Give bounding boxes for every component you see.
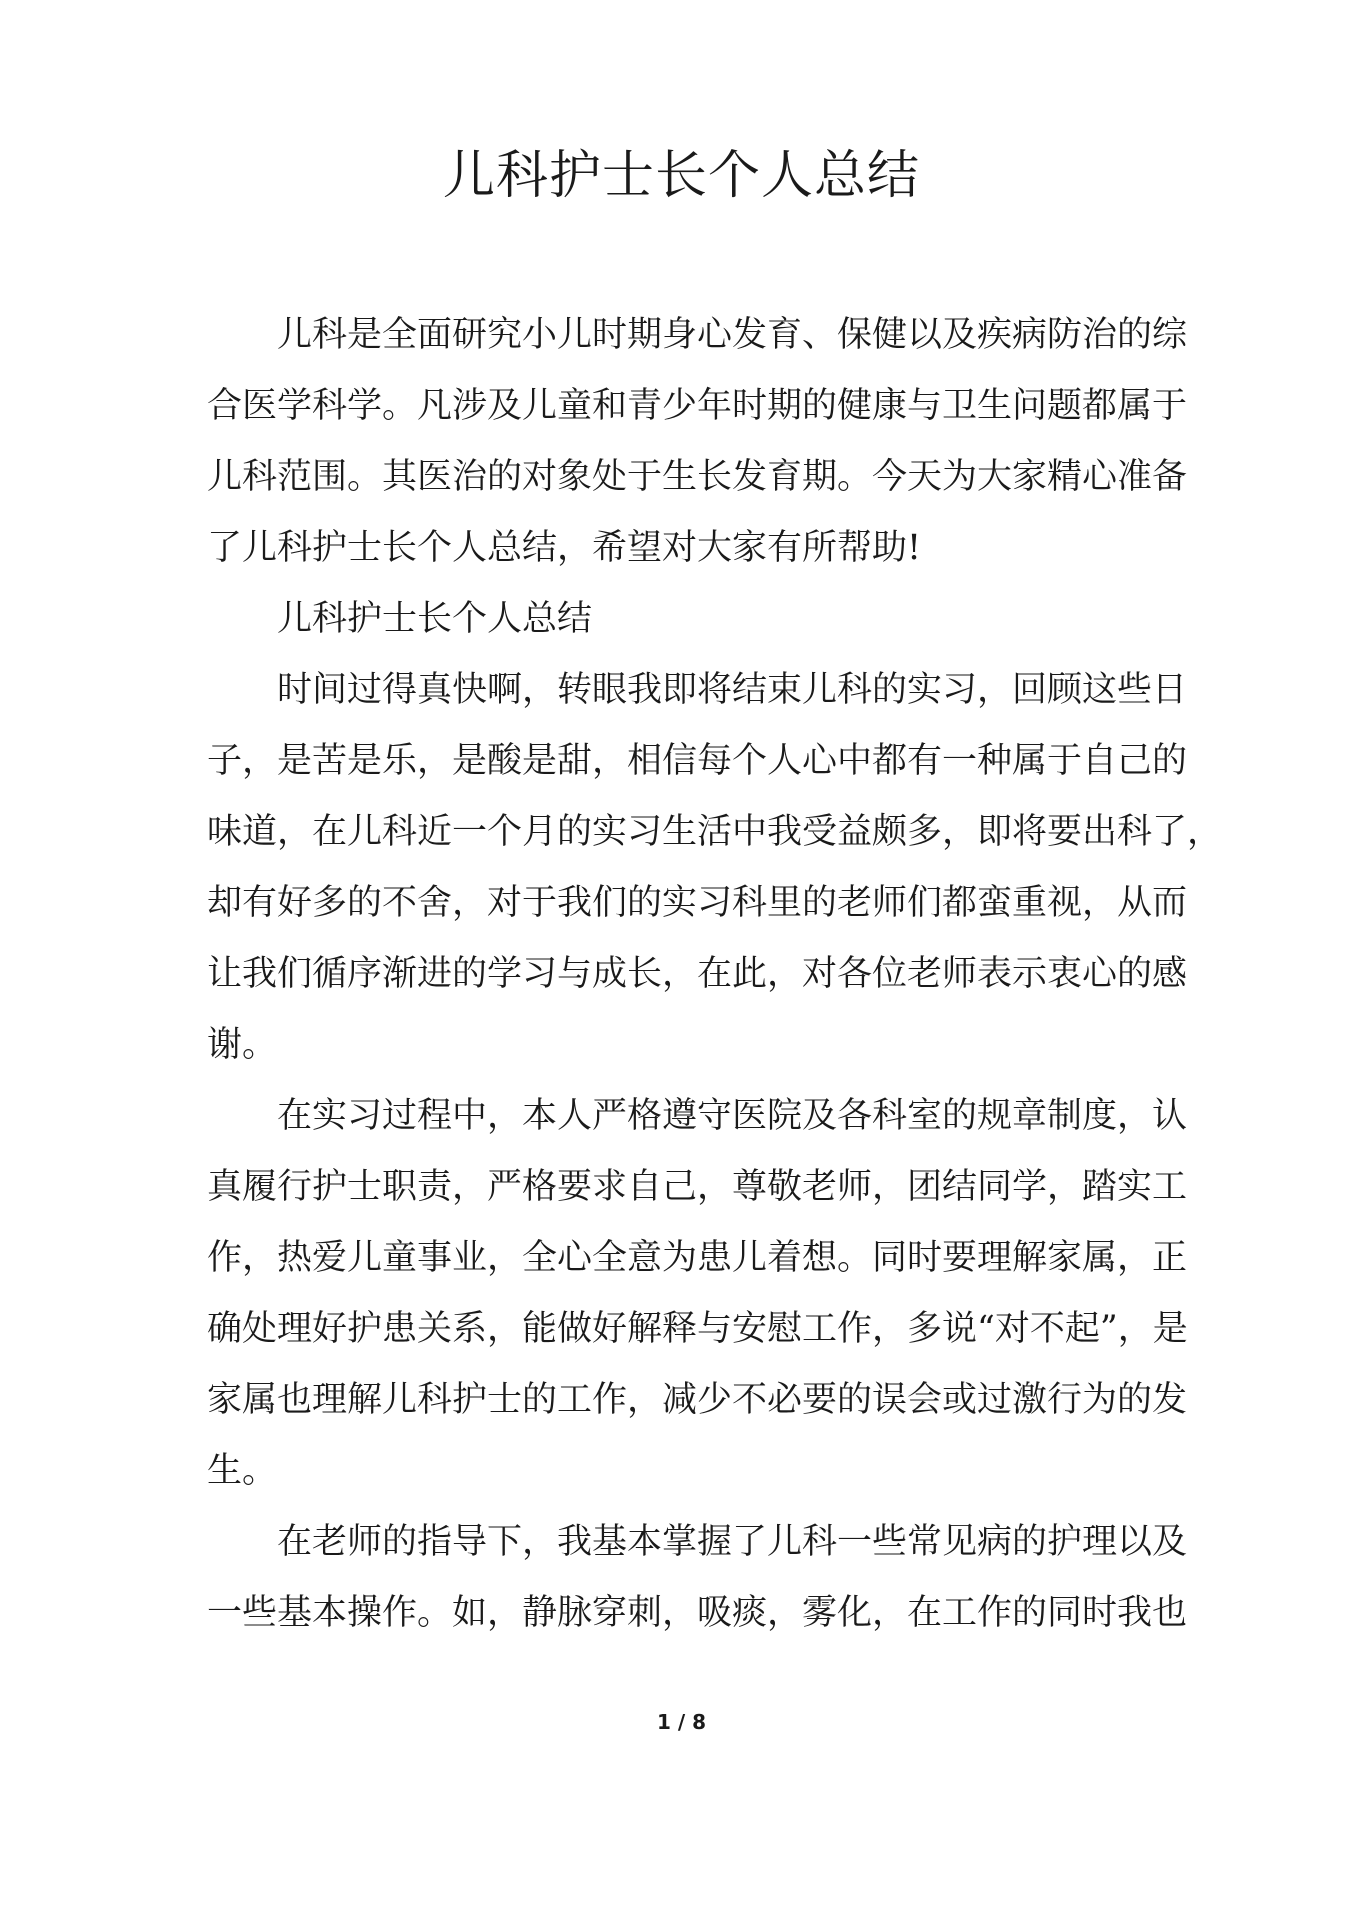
paragraph-line: 家属也理解儿科护士的工作，减少不必要的误会或过激行为的发 [207, 1380, 1188, 1420]
paragraph-line: 子，是苦是乐，是酸是甜，相信每个人心中都有一种属于自己的 [207, 741, 1188, 781]
paragraph-line: 一些基本操作。如，静脉穿刺，吸痰，雾化，在工作的同时我也 [207, 1593, 1188, 1633]
paragraph-line: 合医学科学。凡涉及儿童和青少年时期的健康与卫生问题都属于 [207, 386, 1188, 426]
paragraph-line: 生。 [207, 1451, 278, 1491]
paragraph-line: 儿科范围。其医治的对象处于生长发育期。今天为大家精心准备 [207, 457, 1188, 497]
document-body [207, 300, 1223, 1649]
paragraph-line: 儿科是全面研究小儿时期身心发育、保健以及疾病防治的综 [277, 315, 1188, 355]
paragraph-line: 确处理好护患关系，能做好解释与安慰工作，多说“对不起”，是 [207, 1309, 1188, 1349]
page-indicator: 1 / 8 [656, 1710, 707, 1734]
paragraph-line: 却有好多的不舍，对于我们的实习科里的老师们都蛮重视，从而 [207, 883, 1188, 923]
paragraph-line: 谢。 [207, 1025, 278, 1065]
paragraph-line: 在老师的指导下，我基本掌握了儿科一些常见病的护理以及 [277, 1522, 1188, 1562]
paragraph-line: 了儿科护士长个人总结，希望对大家有所帮助! [207, 528, 922, 568]
paragraph-line: 时间过得真快啊，转眼我即将结束儿科的实习，回顾这些日 [277, 670, 1188, 710]
paragraph-line: 在实习过程中，本人严格遵守医院及各科室的规章制度，认 [277, 1096, 1188, 1136]
paragraph-line: 作，热爱儿童事业，全心全意为患儿着想。同时要理解家属，正 [207, 1238, 1188, 1278]
paragraph-line: 让我们循序渐进的学习与成长，在此，对各位老师表示衷心的感 [207, 954, 1188, 994]
paragraph-line: 真履行护士职责，严格要求自己，尊敬老师，团结同学，踏实工 [207, 1167, 1188, 1207]
paragraph-line: 味道，在儿科近一个月的实习生活中我受益颇多，即将要出科了， [207, 812, 1223, 852]
document-title: 儿科护士长个人总结 [442, 146, 920, 206]
section-heading: 儿科护士长个人总结 [277, 599, 593, 639]
